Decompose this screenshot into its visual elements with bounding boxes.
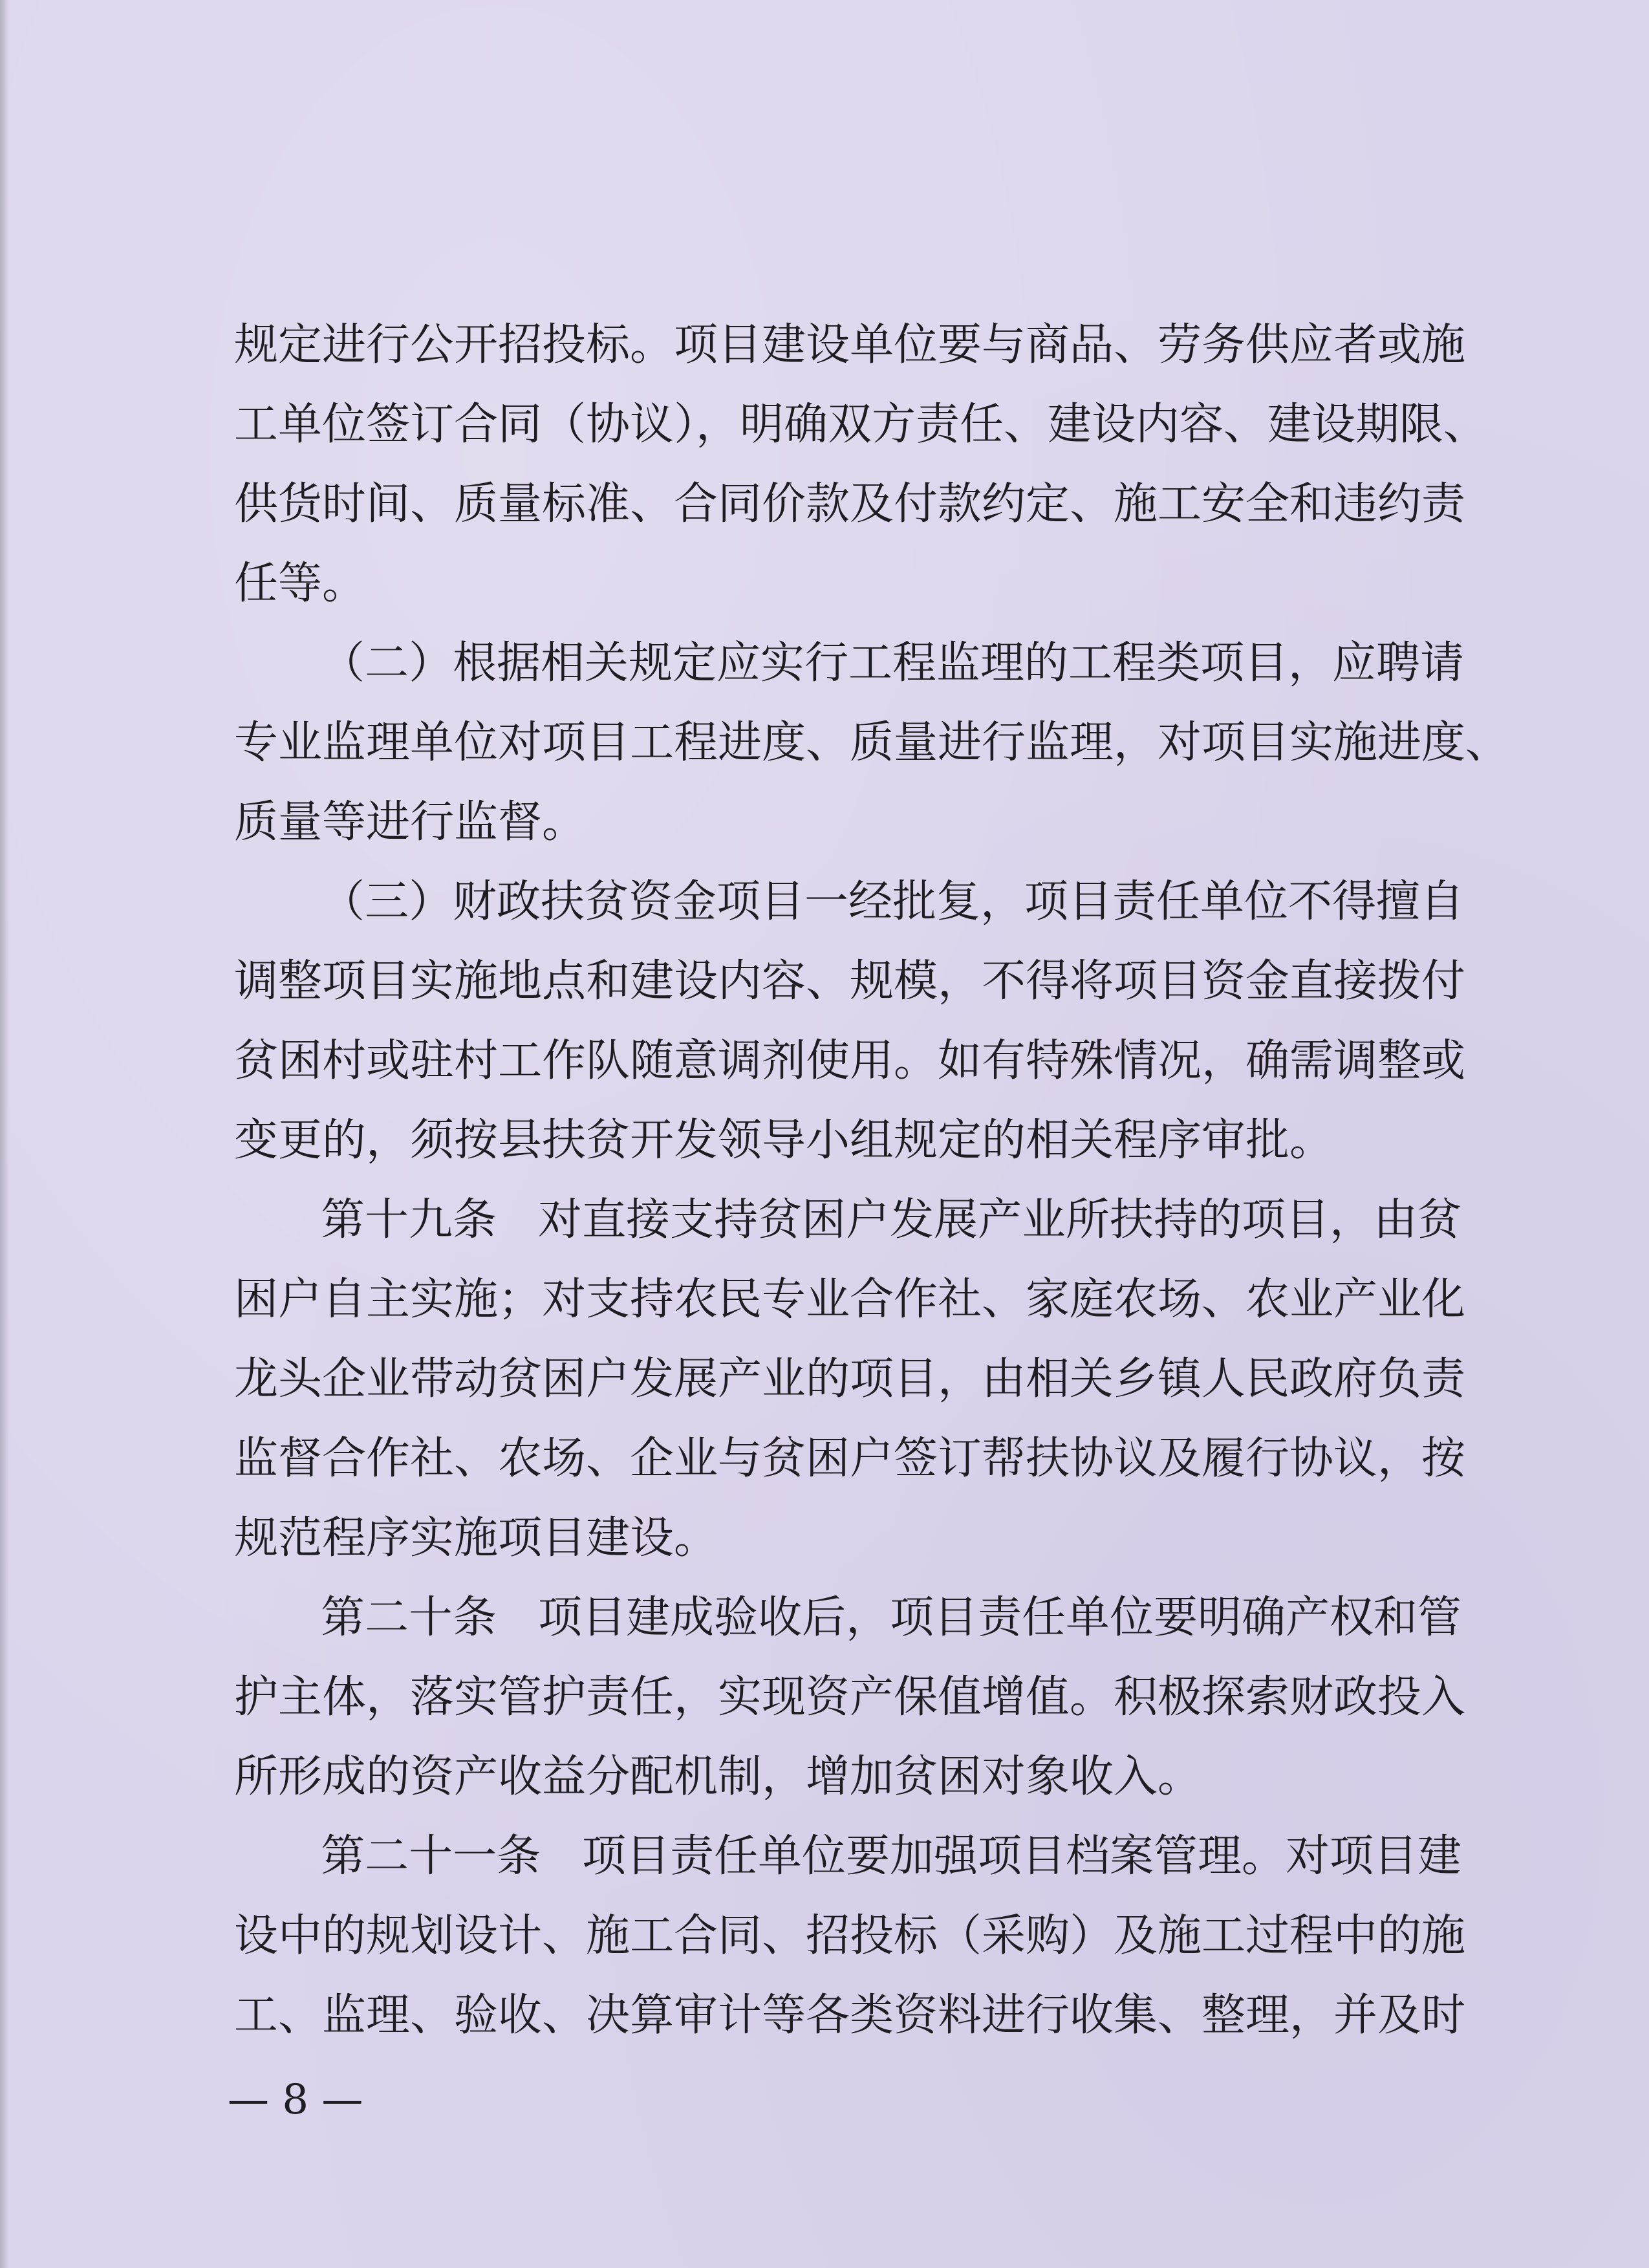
article-21-line-2: 设中的规划设计、施工合同、招投标（采购）及施工过程中的施 xyxy=(234,1910,1466,1961)
article-19-line-2: 困户自主实施；对支持农民专业合作社、家庭农场、农业产业化 xyxy=(234,1274,1466,1325)
paragraph-1-line-2: 工单位签订合同（协议），明确双方责任、建设内容、建设期限、 xyxy=(234,399,1488,450)
paragraph-3-line-3: 贫困村或驻村工作队随意调剂使用。如有特殊情况，确需调整或 xyxy=(234,1035,1466,1086)
article-21-heading: 第二十一条 xyxy=(321,1831,541,1882)
paragraph-2-line-1: （二）根据相关规定应实行工程监理的工程类项目，应聘请 xyxy=(321,638,1465,689)
article-19-line-4: 监督合作社、农场、企业与贫困户签订帮扶协议及履行协议，按 xyxy=(234,1433,1466,1484)
paragraph-1-line-3: 供货时间、质量标准、合同价款及付款约定、施工安全和违约责 xyxy=(234,479,1466,530)
paragraph-3-line-4: 变更的，须按县扶贫开发领导小组规定的相关程序审批。 xyxy=(234,1115,1334,1166)
article-19-line-5: 规范程序实施项目建设。 xyxy=(234,1513,718,1564)
scan-edge-shadow xyxy=(0,0,9,2268)
paragraph-2-line-3: 质量等进行监督。 xyxy=(234,797,587,848)
paragraph-3-line-1: （三）财政扶贫资金项目一经批复，项目责任单位不得擅自 xyxy=(321,876,1465,927)
article-21-line-1: 第二十一条 项目责任单位要加强项目档案管理。对项目建 xyxy=(234,1817,1430,1896)
body-text xyxy=(234,305,1510,2055)
paragraph-1-line-1: 规定进行公开招投标。项目建设单位要与商品、劳务供应者或施 xyxy=(234,319,1466,371)
article-20-line-3: 所形成的资产收益分配机制，增加贫困对象收入。 xyxy=(234,1751,1202,1802)
article-21-line-3: 工、监理、验收、决算审计等各类资料进行收集、整理，并及时 xyxy=(234,1990,1466,2041)
paragraph-2-line-2: 专业监理单位对项目工程进度、质量进行监理，对项目实施进度、 xyxy=(234,717,1510,768)
paragraph-1-line-4: 任等。 xyxy=(234,558,367,609)
paragraph-3-line-2: 调整项目实施地点和建设内容、规模，不得将项目资金直接拨付 xyxy=(234,956,1466,1007)
article-20-line-2: 护主体，落实管护责任，实现资产保值增值。积极探索财政投入 xyxy=(234,1672,1466,1723)
article-20-line-1: 第二十条 项目建成验收后，项目责任单位要明确产权和管 xyxy=(234,1578,1430,1658)
article-19-line-1: 第十九条 对直接支持贫困户发展产业所扶持的项目，由贫 xyxy=(234,1180,1430,1260)
page-number: — 8 — xyxy=(228,2076,363,2124)
article-19-heading: 第十九条 xyxy=(321,1194,497,1246)
article-19-line-3: 龙头企业带动贫困户发展产业的项目，由相关乡镇人民政府负责 xyxy=(234,1354,1466,1405)
article-20-heading: 第二十条 xyxy=(321,1592,497,1643)
